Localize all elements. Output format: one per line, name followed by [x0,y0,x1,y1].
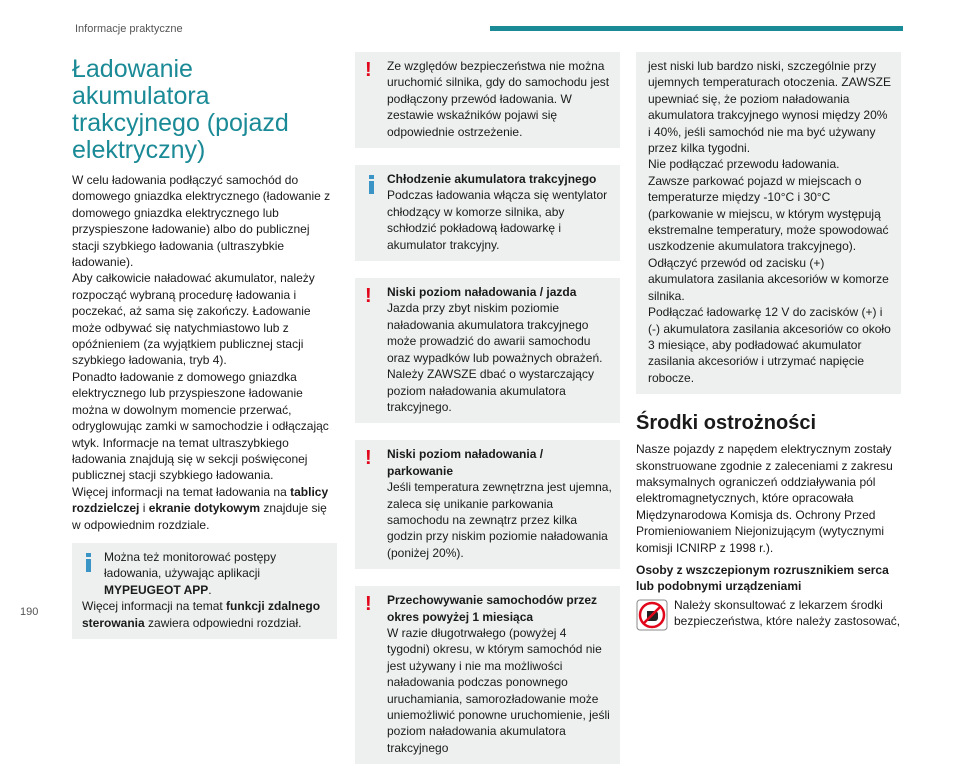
warning-box [355,278,620,423]
box-text: Zawsze parkować pojazd w miejscach o temperaturze między -10°C i 30°C (parkowanie w miejscu, w którym występują ekstremalne temperatury, może spowodować uszkodzenie akumulatora trakcyjnego). [648,173,889,254]
bold-text: tablicy rozdzielczej [72,484,329,516]
column-middle [355,52,620,781]
box-text: Jazda przy zbyt niskim poziomie naładowania akumulatora trakcyjnego może prowadzić do awarii samochodu oraz wypadków lub poważnych obrażeń. Należy ZAWSZE dbać o wystarczający poziom naładowania akumulatora trakcyjnego. [387,301,603,414]
text: . [208,582,212,597]
bold-text: MYPEUGEOT APP [104,582,209,597]
paragraph: Nasze pojazdy z napędem elektrycznym zostały skonstruowane zgodnie z zaleceniami z zakresu maksymalnych ograniczeń oddziaływania pól elektromagnetycznych, które opracowała Międzynarodowa Komisja ds. Ochrony Przed Promieniowaniem Niejonizującym (wytycznymi komisji ICNIRP z 1998 r.). [636,442,893,555]
warning-box-continued [636,52,901,394]
info-text-cont [82,598,329,631]
page-title: Ładowanie akumulatora trakcyjnego (pojazd elektryczny) [72,55,289,164]
page-number: 190 [20,606,39,618]
info-icon [82,551,104,571]
section-header: Informacje praktyczne [75,23,183,35]
box-title: Przechowywanie samochodów przez okres powyżej 1 miesiąca [387,593,598,624]
box-text: Nie podłączać przewodu ładowania. [648,157,840,172]
column-right [636,52,901,631]
info-text [104,549,329,598]
section-heading: Środki ostrożności [636,412,817,435]
text: Więcej informacji na temat ładowania na [72,484,291,499]
text: Więcej informacji na temat [82,599,227,614]
warning-icon: ! [365,59,372,81]
box-title: Niski poziom naładowania / jazda [387,285,577,300]
pacemaker-warning-icon [636,599,668,631]
warning-box [355,586,620,764]
info-box [72,543,337,639]
text: znajduje się w odpowiednim rozdziale. [72,501,327,532]
column-left [72,52,337,656]
info-icon [365,173,387,193]
text: zawiera odpowiedni rozdział. [144,615,302,630]
paragraph: W celu ładowania podłączyć samochód do domowego gniazdka elektrycznego (ładowanie z domowego gniazdka elektrycznego lub przyspieszone ładowanie) albo do publicznej stacji szybkiego ładowania (ultraszybkie ładowanie). [72,173,331,270]
box-title: Niski poziom naładowania / parkowanie [387,447,544,478]
text: Można też monitorować postępy ładowania, używając aplikacji [104,549,277,581]
text: i [139,501,149,516]
box-text: W razie długotrwałego (powyżej 4 tygodni) okresu, w którym samochód nie jest używany i nie ma możliwości naładowania podczas ponownego uruchamiania, samorozładowanie może uniemożliwić ponowne uruchomienie, jeśli poziom naładowania akumulatora trakcyjnego [387,625,610,755]
pacemaker-text: Należy skonsultować z lekarzem środki bezpieczeństwa, które należy zastosować, [674,597,901,629]
box-text: Podłączać ładowarkę 12 V do zacisków (+) i (-) akumulatora zasilania akcesoriów co około 3 miesiące, aby podładować akumulator zasilania akcesoriów i utrzymać napięcie robocze. [648,305,891,385]
subheading: Osoby z wszczepionym rozrusznikiem serca lub podobnymi urządzeniami [636,562,889,594]
box-text: jest niski lub bardzo niski, szczególnie przy ujemnych temperaturach otoczenia. ZAWSZE upewniać się, że poziom naładowania akumulatora trakcyjnego wynosi między 20% i 40%, jeśli samochód nie ma być używany przez kilka tygodni. [648,59,891,156]
box-text: Jeśli temperatura zewnętrzna jest ujemna, zaleca się unikanie parkowania samochodu na zewnątrz przez kilka godzin przy niskim poziomie naładowania (poniżej 20%). [387,480,612,560]
box-text: Odłączyć przewód od zacisku (+) akumulatora zasilania akcesoriów w komorze silnika. [648,255,889,303]
paragraph: Aby całkowicie naładować akumulator, należy rozpocząć wybraną procedurę ładowania i poczekać, aż sama się zakończy. Ładowanie może odbywać się natychmiastowo lub z opóźnieniem (za wyjątkiem publicznej stacji szybkiego ładowania, tryb 4). [72,271,315,368]
info-box [355,165,620,261]
box-text: Podczas ładowania włącza się wentylator chłodzący w komorze silnika, aby schłodzić pokładową ładowarkę i akumulator trakcyjny. [387,188,608,252]
warning-icon: ! [365,285,372,308]
bold-text: ekranie dotykowym [148,501,261,516]
warning-text: Ze względów bezpieczeństwa nie można uruchomić silnika, gdy do samochodu jest podłączony przewód ładowania. W zestawie wskaźników pojawi się odpowiednie ostrzeżenie. [387,59,610,139]
box-title: Chłodzenie akumulatora trakcyjnego [387,172,597,187]
bold-text: funkcji zdalnego sterowania [82,599,321,630]
pacemaker-note [636,597,901,631]
warning-box [355,440,620,569]
warning-icon: ! [365,447,372,470]
header-accent-bar [490,26,903,31]
warning-icon: ! [365,593,372,616]
warning-box [355,52,620,148]
paragraph: Ponadto ładowanie z domowego gniazdka elektrycznego lub przyspieszone ładowanie można w dowolnym momencie przerwać, odryglowując zamki w samochodzie i odłączając wtyk. Informacje na temat ultraszybkiego ładowania znajdują się w sekcji poświęconej publicznej stacji szybkiego ładowania. [72,369,329,483]
paragraph [72,484,337,533]
